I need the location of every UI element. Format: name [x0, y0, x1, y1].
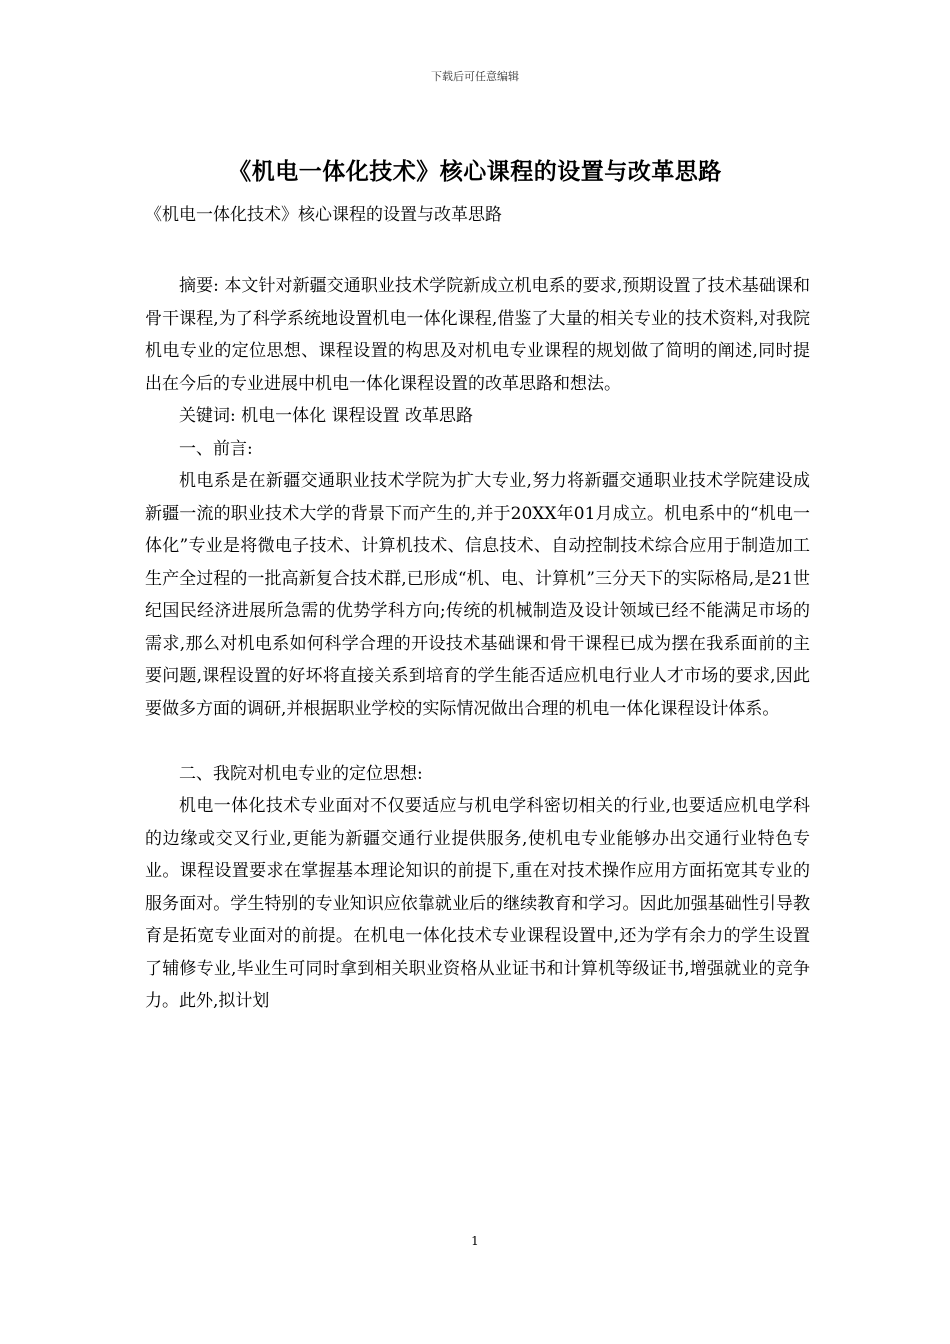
document-title: 《机电一体化技术》核心课程的设置与改革思路: [228, 158, 722, 185]
document-subtitle: 《机电一体化技术》核心课程的设置与改革思路: [145, 205, 502, 225]
section-heading: 二、我院对机电专业的定位思想:: [179, 763, 423, 784]
paragraph-spacer: [145, 725, 810, 758]
body-paragraph: 机电系是在新疆交通职业技术学院为扩大专业,努力将新疆交通职业技术学院建设成新疆一流的职业技术大学的背景下而产生的,并于20XX年01月成立。机电系中的“机电一体化”专业是将微电子技术、计算机技术、信息技术、自动控制技术综合应用于制造加工生产全过程的一批高新复合技术群,已形成“机、电、计算机”三分天下的实际格局,是21世纪国民经济进展所急需的优势学科方向;传统的机械制造及设计领域已经不能满足市场的需求,那么对机电系如何科学合理的开设技术基础课和骨干课程已成为摆在我系面前的主要问题,课程设置的好坏将直接关系到培育的学生能否适应机电行业人才市场的要求,因此要做多方面的调研,并根据职业学校的实际情况做出合理的机电一体化课程设计体系。: [145, 471, 810, 719]
keywords-paragraph: 关键词: 机电一体化 课程设置 改革思路: [179, 406, 473, 426]
abstract-paragraph: 摘要: 本文针对新疆交通职业技术学院新成立机电系的要求,预期设置了技术基础课和骨干课程,为了科学系统地设置机电一体化课程,借鉴了大量的相关专业的技术资料,对我院机电专业的定位思想、课程设置的构思及对机电专业课程的规划做了简明的阐述,同时提出在今后的专业进展中机电一体化课程设置的改革思路和想法。: [145, 276, 810, 394]
page-header-note: 下载后可任意编辑: [431, 70, 519, 83]
section-heading: 一、前言:: [179, 438, 253, 459]
document-body: [145, 270, 810, 1018]
body-paragraph: 机电一体化技术专业面对不仅要适应与机电学科密切相关的行业,也要适应机电学科的边缘或交叉行业,更能为新疆交通行业提供服务,使机电专业能够办出交通行业特色专业。课程设置要求在掌握基本理论知识的前提下,重在对技术操作应用方面拓宽其专业的服务面对。学生特别的专业知识应依靠就业后的继续教育和学习。因此加强基础性引导教育是拓宽专业面对的前提。在机电一体化技术专业课程设置中,还为学有余力的学生设置了辅修专业,毕业生可同时拿到相关职业资格从业证书和计算机等级证书,增强就业的竞争力。此外,拟计划: [145, 796, 810, 1011]
page-number: 1: [471, 1234, 479, 1248]
